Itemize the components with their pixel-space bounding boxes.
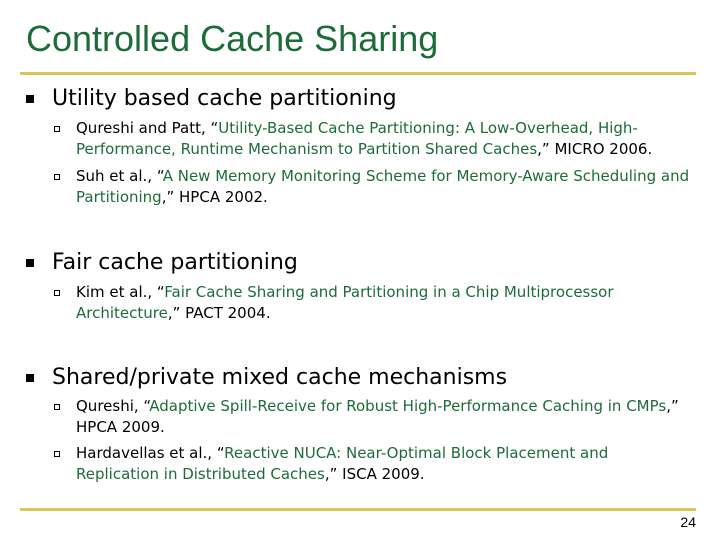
bullet-utility-partitioning <box>26 86 397 111</box>
section-heading: Utility based cache partitioning <box>52 86 397 111</box>
section-heading: Fair cache partitioning <box>52 250 298 275</box>
reference-text: Qureshi and Patt, “Utility-Based Cache Partitioning: A Low-Overhead, High-Performance, Runtime Mechanism to Partition Shared Caches,” MICRO 2006. <box>76 119 653 158</box>
paper-title: Reactive NUCA: Near-Optimal Block Placement and Replication in Distributed Caches <box>76 444 609 483</box>
bullet-fair-partitioning <box>26 250 298 275</box>
paper-title: Utility-Based Cache Partitioning: A Low-Overhead, High-Performance, Runtime Mechanism to Partition Shared Caches <box>76 119 638 158</box>
reference-item <box>54 396 694 438</box>
bullet-mixed-cache <box>26 365 507 390</box>
square-bullet-icon <box>26 374 34 382</box>
hollow-square-bullet-icon <box>54 126 60 132</box>
reference-text: Hardavellas et al., “Reactive NUCA: Near-Optimal Block Placement and Replication in Distributed Caches,” ISCA 2009. <box>76 444 609 483</box>
reference-text: Suh et al., “A New Memory Monitoring Scheme for Memory-Aware Scheduling and Partitioning,” HPCA 2002. <box>76 167 690 206</box>
hollow-square-bullet-icon <box>54 404 60 410</box>
paper-title: Fair Cache Sharing and Partitioning in a Chip Multiprocessor Architecture <box>76 283 614 322</box>
hollow-square-bullet-icon <box>54 174 60 180</box>
square-bullet-icon <box>26 259 34 267</box>
footer-divider <box>20 508 696 511</box>
hollow-square-bullet-icon <box>54 290 60 296</box>
section-heading: Shared/private mixed cache mechanisms <box>52 365 508 390</box>
page-number: 24 <box>680 514 696 530</box>
paper-title: Adaptive Spill-Receive for Robust High-Performance Caching in CMPs <box>149 397 667 415</box>
reference-item <box>54 443 694 485</box>
hollow-square-bullet-icon <box>54 451 60 457</box>
reference-text: Kim et al., “Fair Cache Sharing and Partitioning in a Chip Multiprocessor Architecture,” PACT 2004. <box>76 283 614 322</box>
paper-title: A New Memory Monitoring Scheme for Memory-Aware Scheduling and Partitioning <box>76 167 690 206</box>
slide-title: Controlled Cache Sharing <box>26 18 439 59</box>
title-divider <box>20 72 696 75</box>
reference-item <box>54 118 694 160</box>
reference-item <box>54 282 694 324</box>
reference-text: Qureshi, “Adaptive Spill-Receive for Robust High-Performance Caching in CMPs,” HPCA 2009. <box>76 397 679 436</box>
reference-item <box>54 166 694 208</box>
square-bullet-icon <box>26 95 34 103</box>
